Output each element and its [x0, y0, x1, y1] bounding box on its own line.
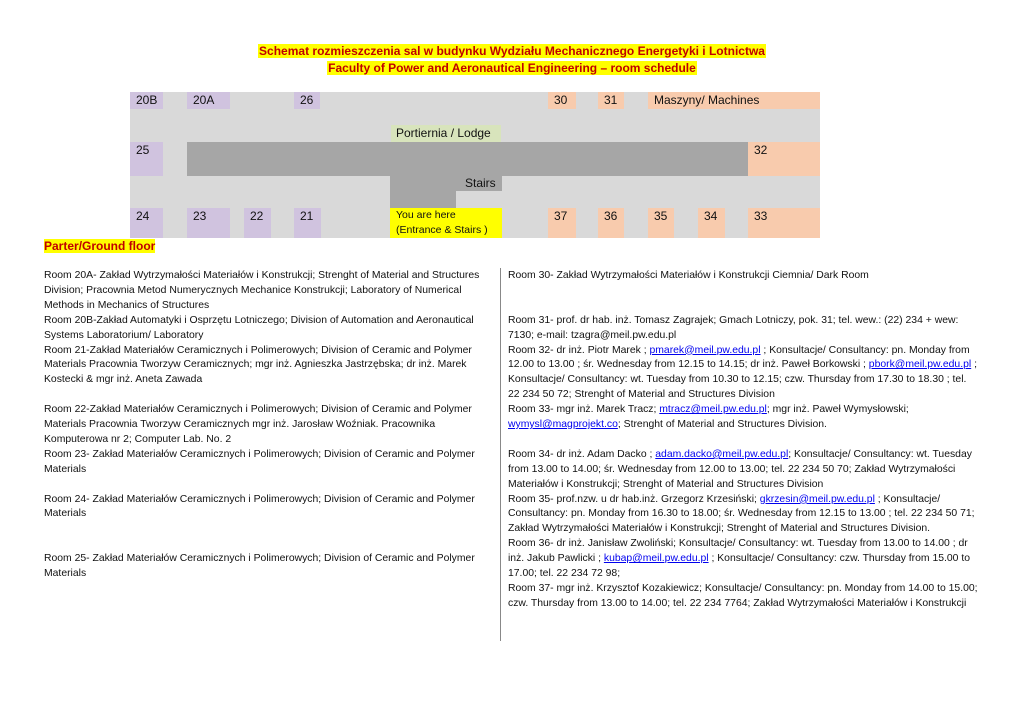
room-20b: 20B — [130, 92, 163, 109]
room-31: 31 — [598, 92, 624, 109]
room-20a-info: Room 20A- Zakład Wytrzymałości Materiałów i Konstrukcji; Strenght of Material and Structures Division; Pracownia Metod Numerycznych Mechanice Konstrukcji; Laboratory of Numerical Methods in Mechanics of Structures — [44, 270, 480, 311]
room-25: 25 — [130, 142, 163, 176]
room-30: 30 — [548, 92, 576, 109]
stairs-label: Stairs — [456, 176, 502, 191]
email-link[interactable]: gkrzesin@meil.pw.edu.pl — [759, 493, 875, 505]
room-35-info: Room 35- prof.nzw. u dr hab.inż. Grzegorz Krzesiński; gkrzesin@meil.pw.edu.pl ; Konsultacje/ Consultancy: pn. Monday from 16.30 to 18.00; śr. Wednesday from 12.15 to 13.00 ; tel. 22 234 50 71; Zakład Wytrzymałości Materiałów i Konstrukcji; Strenght of Material and Structures Division. — [508, 493, 975, 535]
stairs-block — [390, 176, 456, 208]
entrance-label: (Entrance & Stairs ) — [396, 224, 488, 236]
title-polish: Schemat rozmieszczenia sal w budynku Wydziału Mechanicznego Energetyki i Lotnictwa — [259, 44, 765, 58]
room-33-info: Room 33- mgr inż. Marek Tracz; mtracz@meil.pw.edu.pl; mgr inż. Paweł Wymysłowski; wymysl@magprojekt.co; Strenght of Material and Structures Division. — [508, 404, 909, 431]
room-33: 33 — [748, 208, 820, 238]
room-21-info: Room 21-Zakład Materiałów Ceramicznych i Polimerowych; Division of Ceramic and Polymer Materials Pracownia Tworzyw Ceramicznych; mgr inż. Agnieszka Jastrzębska; dr inż. Marek Kostecki & mgr inż. Aneta Zawada — [44, 344, 472, 386]
room-23: 23 — [187, 208, 230, 238]
email-link[interactable]: wymysl@magprojekt.co — [508, 419, 618, 431]
room-24: 24 — [130, 208, 163, 238]
you-are-here-marker — [390, 208, 502, 238]
you-are-here-label: You are here — [396, 209, 456, 221]
room-machines: Maszyny/ Machines — [648, 92, 820, 109]
room-37: 37 — [548, 208, 576, 238]
room-34: 34 — [698, 208, 725, 238]
room-22: 22 — [244, 208, 271, 238]
corridor — [187, 142, 748, 176]
room-37-info: Room 37- mgr inż. Krzysztof Kozakiewicz; Konsultacje/ Consultancy: pn. Monday from 14.00 to 15.00; czw. Thursday from 13.00 to 14.00; tel. 22 234 7764; Zakład Wytrzymałości Materiałów i Konstrukcji — [508, 583, 978, 609]
title-english: Faculty of Power and Aeronautical Engineering – room schedule — [328, 61, 696, 75]
room-20b-info: Room 20B-Zakład Automatyki i Osprzętu Lotniczego; Division of Automation and Aeronautical Systems Laboratorium/ Laboratory — [44, 314, 474, 341]
room-21: 21 — [294, 208, 321, 238]
room-23-info: Room 23- Zakład Materiałów Ceramicznych i Polimerowych; Division of Ceramic and Polymer Materials — [44, 448, 475, 475]
room-32-info: Room 32- dr inż. Piotr Marek ; pmarek@meil.pw.edu.pl ; Konsultacje/ Consultancy: pn. Monday from 12.00 to 13.00 ; śr. Wednesday from 12.15 to 14.15; dr inż. Paweł Borkowski ; pbork@meil.pw.edu.pl ; Konsultacje/ Consultancy: wt. Tuesday from 10.30 to 12.15; czw. Thursday from 17.30 to 18.30 ; tel. 22 234 50 72; Strenght of Material and Structures Division — [508, 344, 977, 401]
lodge: Portiernia / Lodge — [391, 125, 501, 142]
room-26: 26 — [294, 92, 320, 109]
floor-label: Parter/Ground floor — [44, 239, 156, 253]
room-20a: 20A — [187, 92, 230, 109]
column-divider — [500, 268, 501, 641]
email-link[interactable]: kubap@meil.pw.edu.pl — [603, 553, 709, 565]
floor-plan — [130, 92, 820, 238]
email-link[interactable]: pmarek@meil.pw.edu.pl — [649, 344, 761, 356]
room-35: 35 — [648, 208, 674, 238]
right-column — [508, 269, 980, 612]
room-31-info: Room 31- prof. dr hab. inż. Tomasz Zagrajek; Gmach Lotniczy, pok. 31; tel. wew.: (22) 234 + wew: 7130; e-mail: tzagra@meil.pw.edu.pl — [508, 314, 959, 341]
room-22-info: Room 22-Zakład Materiałów Ceramicznych i Polimerowych; Division of Ceramic and Polymer Materials Pracownia Tworzyw Ceramicznych mgr inż. Jarosław Woźniak. Pracownika Komputerowa nr 2; Computer Lab. No. 2 — [44, 404, 472, 445]
email-link[interactable]: adam.dacko@meil.pw.edu.pl — [655, 448, 789, 460]
left-column — [44, 269, 499, 582]
room-24-info: Room 24- Zakład Materiałów Ceramicznych i Polimerowych; Division of Ceramic and Polymer Materials — [44, 493, 475, 520]
room-25-info: Room 25- Zakład Materiałów Ceramicznych i Polimerowych; Division of Ceramic and Polymer Materials — [44, 553, 475, 580]
room-34-info: Room 34- dr inż. Adam Dacko ; adam.dacko@meil.pw.edu.pl; Konsultacje/ Consultancy: wt. Tuesday from 13.00 to 14.00; śr. Wednesday from 12.00 to 13.00; tel. 22 234 50 70; Zakład Wytrzymałości Materiałów i Konstrukcji; Strenght of Material and Structures Division — [508, 448, 972, 490]
email-link[interactable]: mtracz@meil.pw.edu.pl — [659, 404, 767, 416]
email-link[interactable]: pbork@meil.pw.edu.pl — [868, 359, 972, 371]
room-36-info: Room 36- dr inż. Janisław Zwoliński; Konsultacje/ Consultancy: wt. Tuesday from 13.00 to 14.00 ; dr inż. Jakub Pawlicki ; kubap@meil.pw.edu.pl ; Konsultacje/ Consultancy: czw. Thursday from 15.00 to 17.00; tel. 22 234 72 98; — [508, 538, 971, 580]
room-32: 32 — [748, 142, 820, 176]
room-36: 36 — [598, 208, 624, 238]
room-30-info: Room 30- Zakład Wytrzymałości Materiałów i Konstrukcji Ciemnia/ Dark Room — [508, 270, 869, 281]
